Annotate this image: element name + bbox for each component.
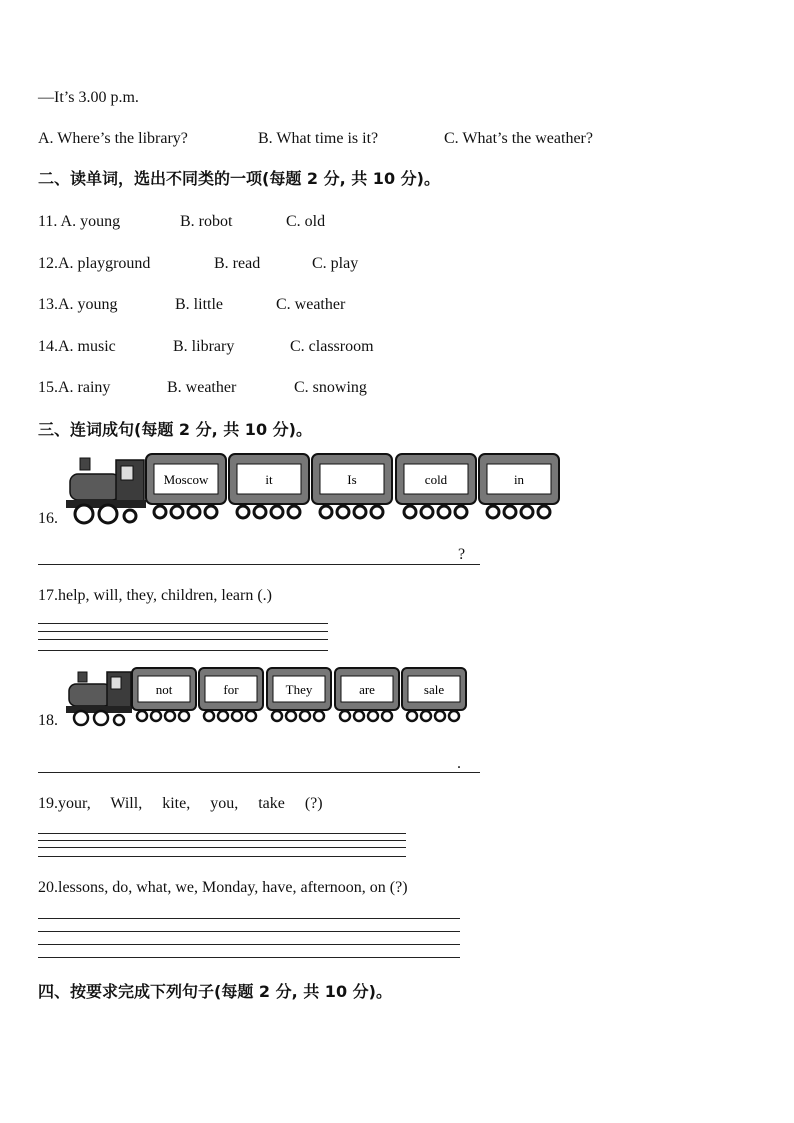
train-car-1 — [146, 454, 226, 518]
answer-line[interactable] — [38, 564, 480, 565]
item-number: 13 — [38, 296, 54, 313]
option-a: .A. rainy — [54, 379, 111, 396]
train-car-3 — [267, 668, 331, 721]
train-word: are — [359, 682, 375, 697]
answer-line[interactable] — [38, 944, 460, 945]
option-c: C. play — [312, 255, 359, 272]
answer-line[interactable] — [38, 840, 406, 841]
train-word: in — [513, 472, 525, 487]
option-a: A. Where’s the library? — [38, 130, 188, 147]
train-18 — [64, 666, 470, 728]
option-a: .A. playground — [54, 255, 151, 272]
train-car-1 — [132, 668, 196, 721]
train-car-3 — [312, 454, 392, 518]
answer-line[interactable] — [38, 847, 406, 848]
train-16 — [64, 452, 564, 526]
train-word: it — [265, 472, 273, 487]
option-b: B. robot — [180, 213, 233, 230]
answer-line[interactable] — [38, 650, 328, 651]
answer-line[interactable] — [38, 639, 328, 640]
section3-heading: 三、连词成句(每题 2 分, 共 10 分)。 — [38, 420, 312, 439]
answer-line[interactable] — [38, 918, 460, 919]
item-number: 15 — [38, 379, 54, 396]
item-number: 11 — [38, 213, 54, 230]
option-a: .A. music — [54, 338, 116, 355]
section4-heading: 四、按要求完成下列句子(每题 2 分, 共 10 分)。 — [38, 982, 392, 1001]
train-word: not — [155, 682, 173, 697]
option-c: C. What’s the weather? — [444, 130, 593, 147]
question-20: 20.lessons, do, what, we, Monday, have, afternoon, on (?) — [38, 879, 408, 896]
question-18-number: 18. — [38, 712, 58, 729]
option-b: B. weather — [167, 379, 237, 396]
option-b: B. read — [214, 255, 261, 272]
option-b: B. library — [173, 338, 235, 355]
train-word: Is — [347, 472, 357, 487]
train-car-4 — [396, 454, 476, 518]
option-c: C. old — [286, 213, 326, 230]
question-16-number: 16. — [38, 510, 58, 527]
option-c: C. snowing — [294, 379, 367, 396]
question-18-end-mark: . — [457, 755, 461, 772]
option-a: .A. young — [54, 296, 118, 313]
answer-line[interactable] — [38, 957, 460, 958]
question-17: 17.help, will, they, children, learn (.) — [38, 587, 272, 604]
option-c: C. weather — [276, 296, 346, 313]
train-car-4 — [335, 668, 399, 721]
option-a: . A. young — [53, 213, 121, 230]
train-word: They — [285, 682, 313, 697]
option-b: B. What time is it? — [258, 130, 379, 147]
question-19: 19.your, Will, kite, you, take (?) — [38, 795, 323, 812]
option-c: C. classroom — [290, 338, 374, 355]
answer-line[interactable] — [38, 772, 480, 773]
answer-line[interactable] — [38, 856, 406, 857]
train-car-5 — [402, 668, 466, 721]
train-word: sale — [423, 682, 445, 697]
question-16-end-mark: ? — [458, 546, 466, 563]
locomotive-icon — [66, 458, 146, 523]
train-car-5 — [479, 454, 559, 518]
train-word: for — [223, 682, 239, 697]
answer-line[interactable] — [38, 833, 406, 834]
train-car-2 — [199, 668, 263, 721]
answer-line[interactable] — [38, 631, 328, 632]
locomotive-icon — [66, 672, 132, 725]
answer-line[interactable] — [38, 623, 328, 624]
option-b: B. little — [175, 296, 223, 313]
answer-line[interactable] — [38, 931, 460, 932]
train-word: cold — [424, 472, 448, 487]
train-car-2 — [229, 454, 309, 518]
item-number: 12 — [38, 255, 54, 272]
train-word: Moscow — [163, 472, 209, 487]
answer-line: —It’s 3.00 p.m. — [38, 89, 139, 106]
item-number: 14 — [38, 338, 54, 355]
section2-heading: 二、读单词，选出不同类的一项(每题 2 分, 共 10 分)。 — [38, 169, 440, 188]
